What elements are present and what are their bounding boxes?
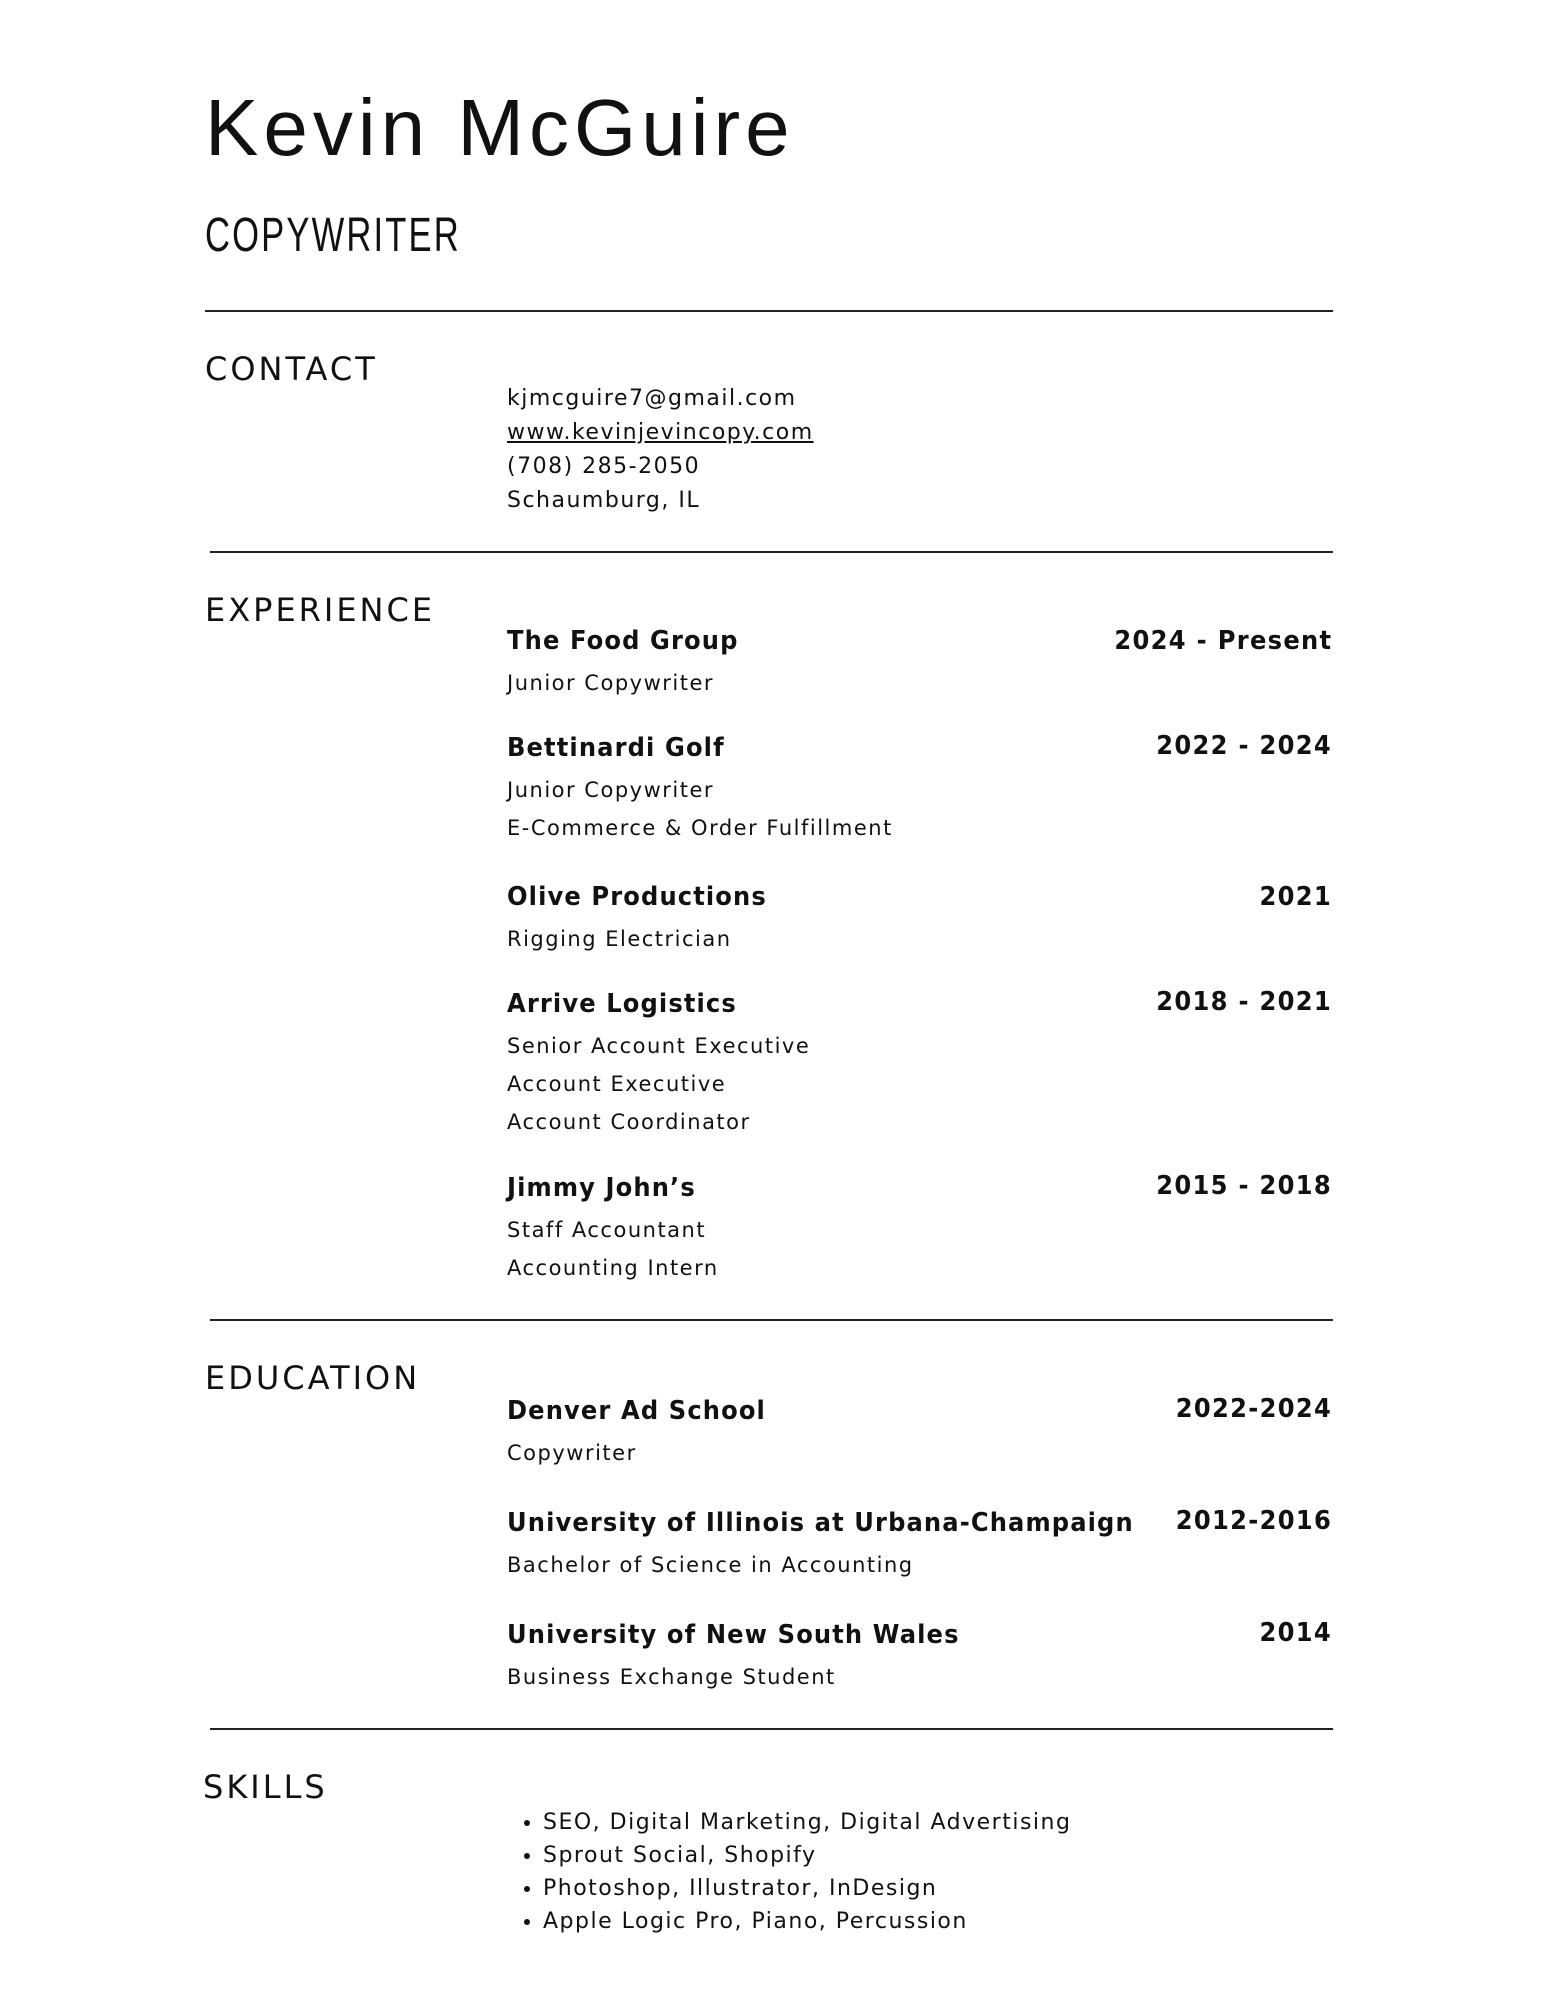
education-dates: 2022-2024: [1175, 1394, 1332, 1424]
experience-role: Account Executive: [507, 1072, 727, 1096]
experience-role: E-Commerce & Order Fulfillment: [507, 816, 893, 840]
skills-item: • Apple Logic Pro, Piano, Percussion: [543, 1905, 1071, 1938]
experience-divider: [210, 1319, 1333, 1321]
experience-heading: EXPERIENCE: [205, 591, 436, 629]
experience-dates: 2021: [1259, 882, 1332, 912]
experience-role: Account Coordinator: [507, 1110, 751, 1134]
experience-role: Junior Copywriter: [507, 671, 715, 695]
experience-role: Senior Account Executive: [507, 1034, 811, 1058]
experience-dates: 2018 - 2021: [1156, 987, 1332, 1017]
contact-divider: [210, 551, 1333, 553]
education-detail: Copywriter: [507, 1441, 637, 1465]
education-school: Denver Ad School: [507, 1396, 766, 1426]
experience-company: Olive Productions: [507, 882, 767, 912]
experience-role: Rigging Electrician: [507, 927, 732, 951]
contact-location: Schaumburg, IL: [507, 488, 701, 513]
experience-role: Accounting Intern: [507, 1256, 719, 1280]
education-heading: EDUCATION: [205, 1359, 421, 1397]
contact-heading: CONTACT: [205, 350, 378, 388]
experience-dates: 2015 - 2018: [1156, 1171, 1332, 1201]
experience-role: Staff Accountant: [507, 1218, 707, 1242]
skills-list: [515, 1806, 1071, 1938]
experience-dates: 2022 - 2024: [1156, 731, 1332, 761]
skills-heading: SKILLS: [203, 1768, 328, 1806]
skills-item: • Photoshop, Illustrator, InDesign: [543, 1872, 1071, 1905]
resume-name: Kevin McGuire: [205, 83, 795, 172]
education-divider: [210, 1728, 1333, 1730]
resume-role: COPYWRITER: [205, 209, 461, 262]
education-detail: Bachelor of Science in Accounting: [507, 1553, 914, 1577]
experience-company: Bettinardi Golf: [507, 733, 725, 763]
experience-dates: 2024 - Present: [1113, 626, 1332, 656]
education-dates: 2012-2016: [1175, 1506, 1332, 1536]
header-divider: [205, 310, 1333, 312]
skills-item: • SEO, Digital Marketing, Digital Advertising: [543, 1806, 1071, 1839]
education-dates: 2014: [1259, 1618, 1332, 1648]
education-school: University of New South Wales: [507, 1620, 960, 1650]
contact-website-link[interactable]: www.kevinjevincopy.com: [507, 420, 814, 445]
skills-item: • Sprout Social, Shopify: [543, 1839, 1071, 1872]
contact-email[interactable]: kjmcguire7@gmail.com: [507, 386, 797, 411]
experience-company: The Food Group: [507, 626, 739, 656]
contact-phone: (708) 285-2050: [507, 454, 701, 479]
experience-company: Jimmy John’s: [507, 1173, 696, 1203]
experience-role: Junior Copywriter: [507, 778, 715, 802]
experience-company: Arrive Logistics: [507, 989, 737, 1019]
education-school: University of Illinois at Urbana-Champaign: [507, 1508, 1134, 1538]
education-detail: Business Exchange Student: [507, 1665, 836, 1689]
